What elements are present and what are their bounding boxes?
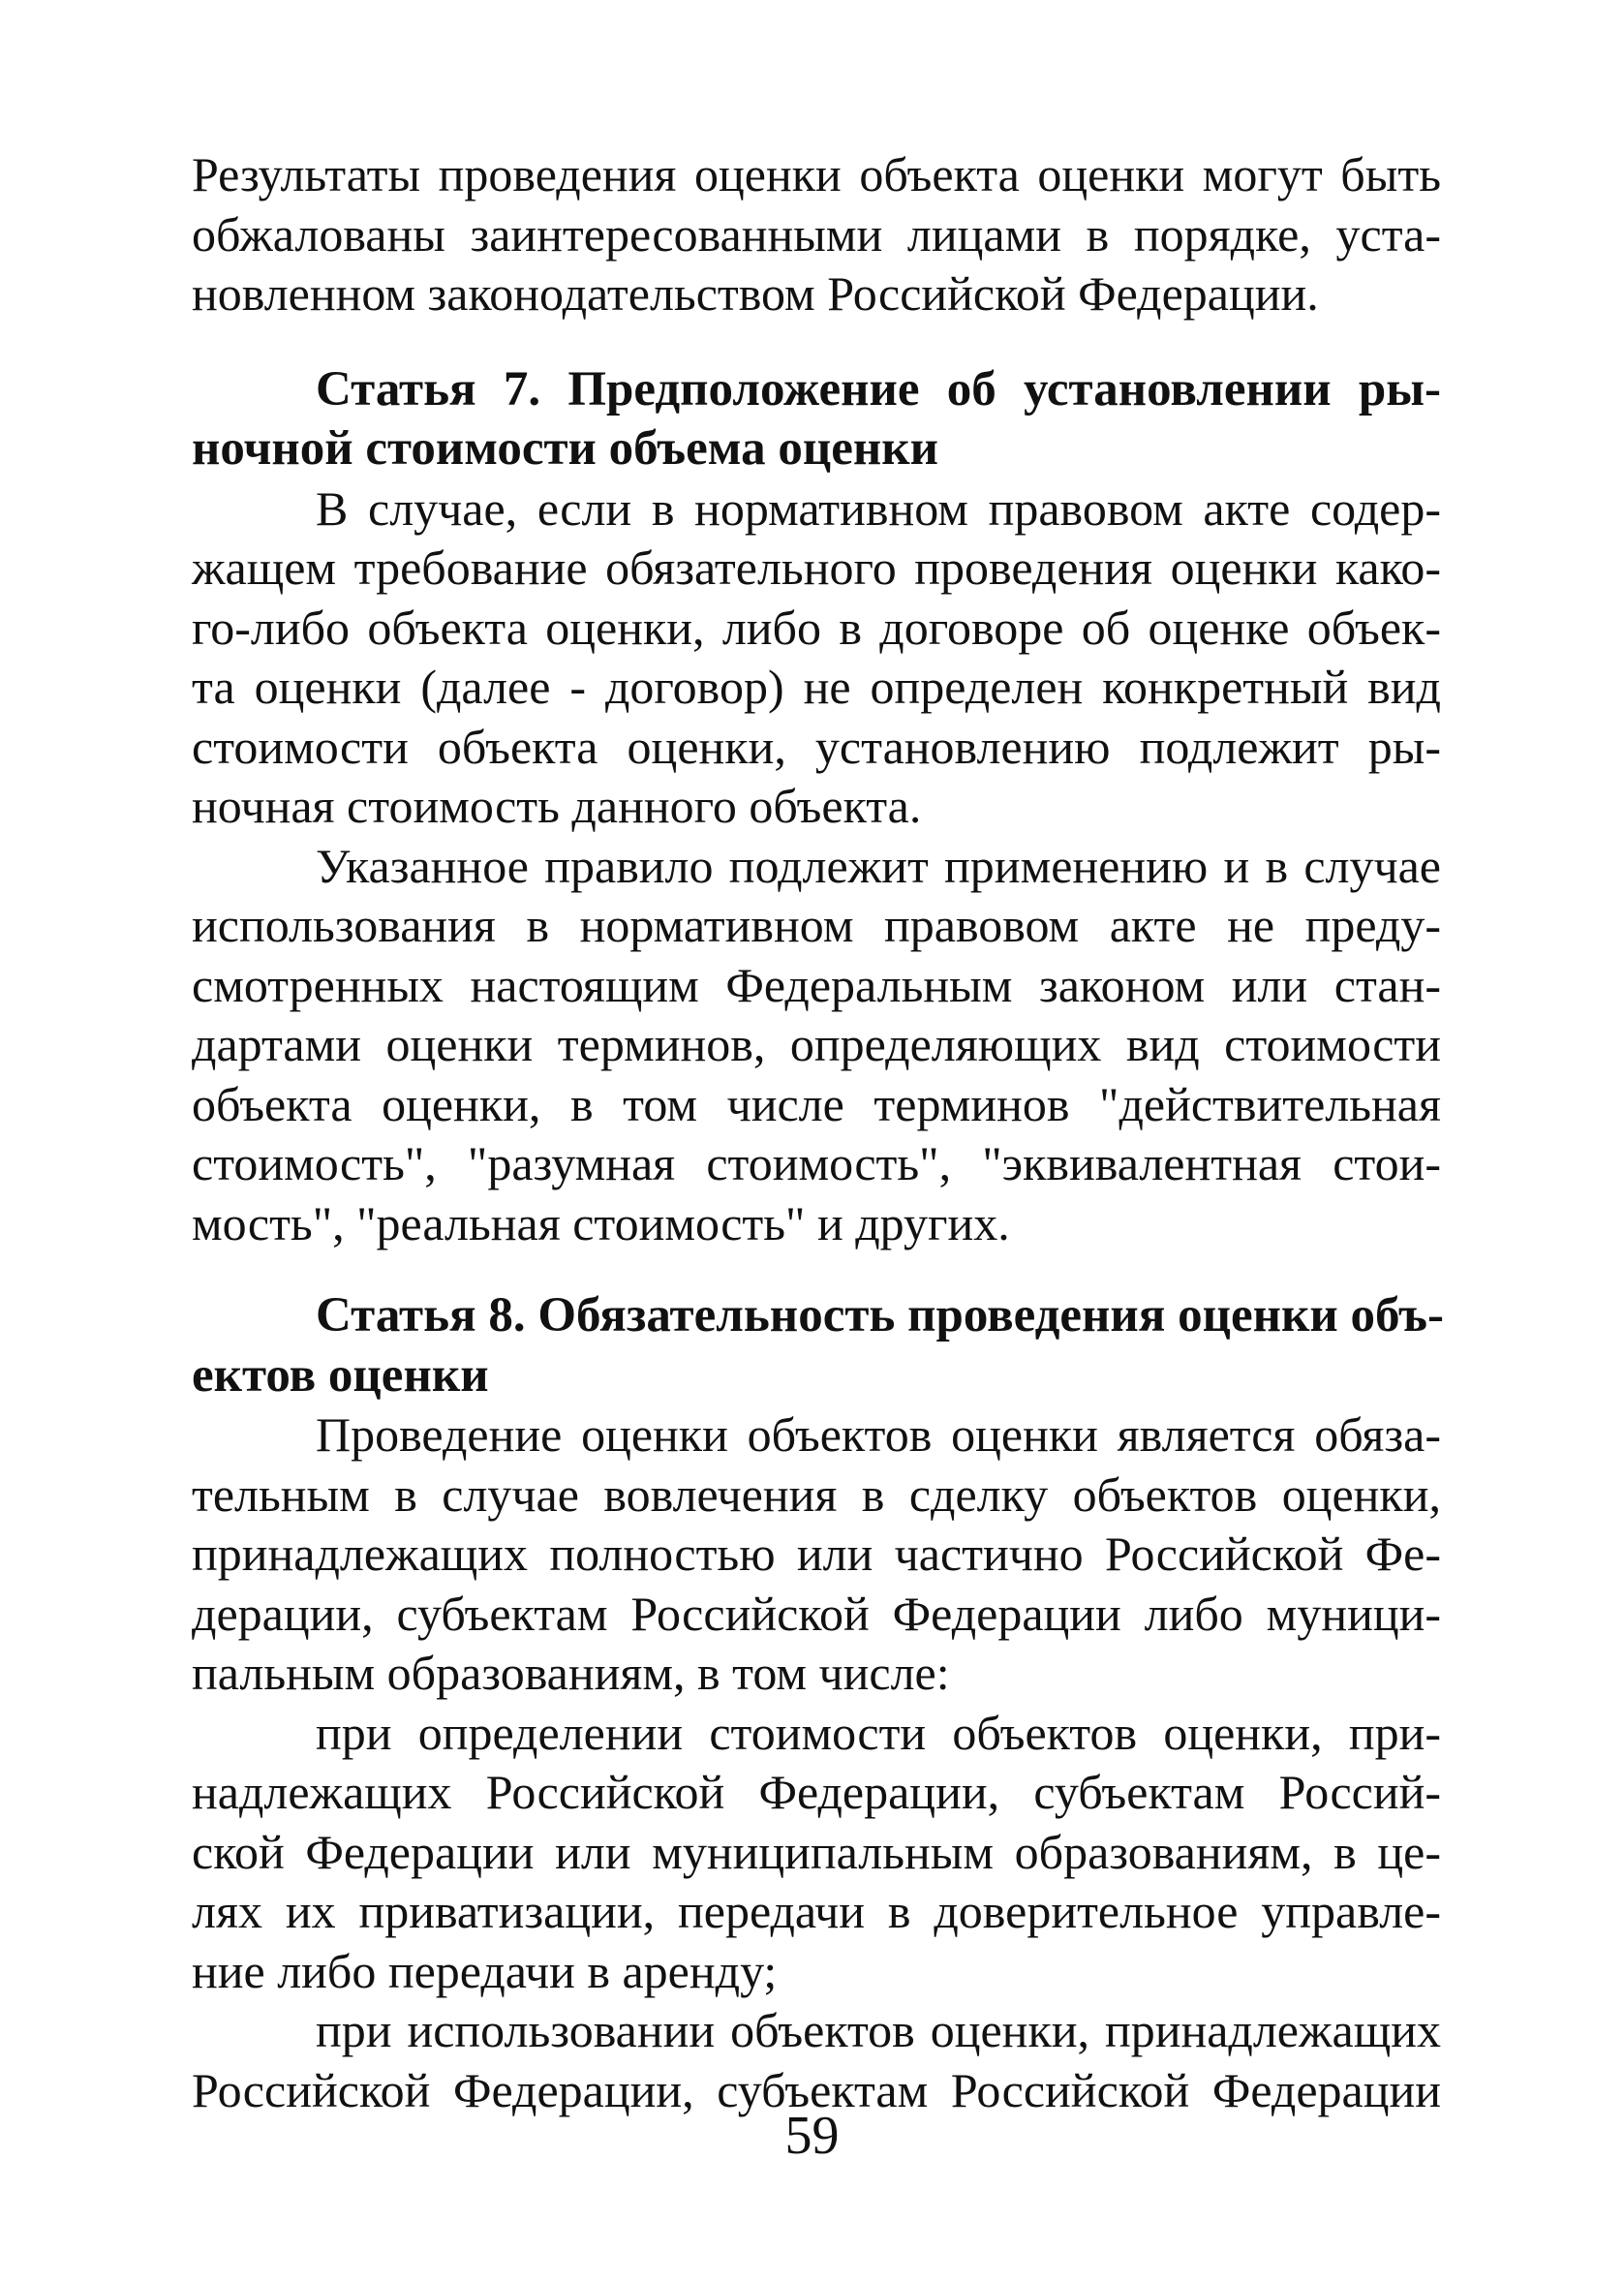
page-number: 59 [784,2106,840,2166]
text-line: ской Федерации или муниципальным образованиям, в це- [192,1824,1441,1879]
text-line: при определении стоимости объектов оценки, при- [316,1705,1441,1760]
text-line: тельным в случае вовлечения в сделку объектов оценки, [192,1466,1441,1522]
heading-line: Статья 7. Предположение об установлении ры- [316,361,1441,416]
heading-line: Статья 8. Обязательность проведения оценки объ- [316,1288,1445,1342]
article-8-paragraph-1 [192,1405,1441,1704]
text-line: дартами оценки терминов, определяющих вид стоимости [192,1017,1441,1071]
text-line: ночная стоимость данного объекта. [192,779,922,833]
text-line: обжалованы заинтересованными лицами в порядке, уста- [192,206,1441,262]
heading-line: ектов оценки [192,1347,489,1403]
spacer [192,324,1441,360]
text-line: ние либо передачи в аренду; [192,1943,778,1998]
article-8-paragraph-3 [192,2001,1441,2120]
text-line: надлежащих Российской Федерации, субъектам Россий- [192,1765,1441,1819]
article-7-paragraph-2 [192,837,1441,1254]
text-line: объекта оценки, в том числе терминов "действительная [192,1076,1441,1131]
article-7-paragraph-1 [192,479,1441,837]
text-line: мость", "реальная стоимость" и других. [192,1195,1010,1250]
text-line: Указанное правило подлежит применению и в случае [316,838,1441,893]
article-7-heading [192,360,1441,479]
text-line: та оценки (далее - договор) не определен конкретный вид [192,660,1441,714]
intro-paragraph [192,145,1441,324]
spacer [192,1253,1441,1286]
text-line: принадлежащих полностью или частично Российской Фе- [192,1527,1441,1581]
article-8-paragraph-2 [192,1704,1441,2002]
heading-line: ночной стоимости объема оценки [192,421,939,476]
text-line: В случае, если в нормативном правовом акте содер- [316,480,1441,536]
text-line: новленном законодательством Российской Федерации. [192,266,1319,321]
text-line: Проведение оценки объектов оценки является обяза- [316,1407,1441,1462]
text-line: при использовании объектов оценки, принадлежащих [316,2003,1441,2057]
text-line: Российской Федерации, субъектам Российской Федерации [192,2062,1441,2117]
article-8-heading [192,1286,1445,1405]
page-body [192,145,1445,2120]
text-line: дерации, субъектам Российской Федерации либо муници- [192,1586,1441,1641]
text-line: стоимость", "разумная стоимость", "эквивалентная стои- [192,1136,1441,1190]
text-line: жащем требование обязательного проведения оценки како- [192,540,1441,595]
text-line: смотренных настоящим Федеральным законом или стан- [192,957,1441,1012]
text-line: использования в нормативном правовом акте не преду- [192,898,1441,952]
text-line: пальным образованиям, в том числе: [192,1646,950,1700]
text-line: стоимости объекта оценки, установлению подлежит ры- [192,719,1441,774]
text-line: Результаты проведения оценки объекта оценки могут быть [192,147,1441,201]
text-line: лях их приватизации, передачи в доверительное управле- [192,1884,1441,1938]
text-line: го-либо объекта оценки, либо в договоре об оценке объек- [192,600,1441,655]
